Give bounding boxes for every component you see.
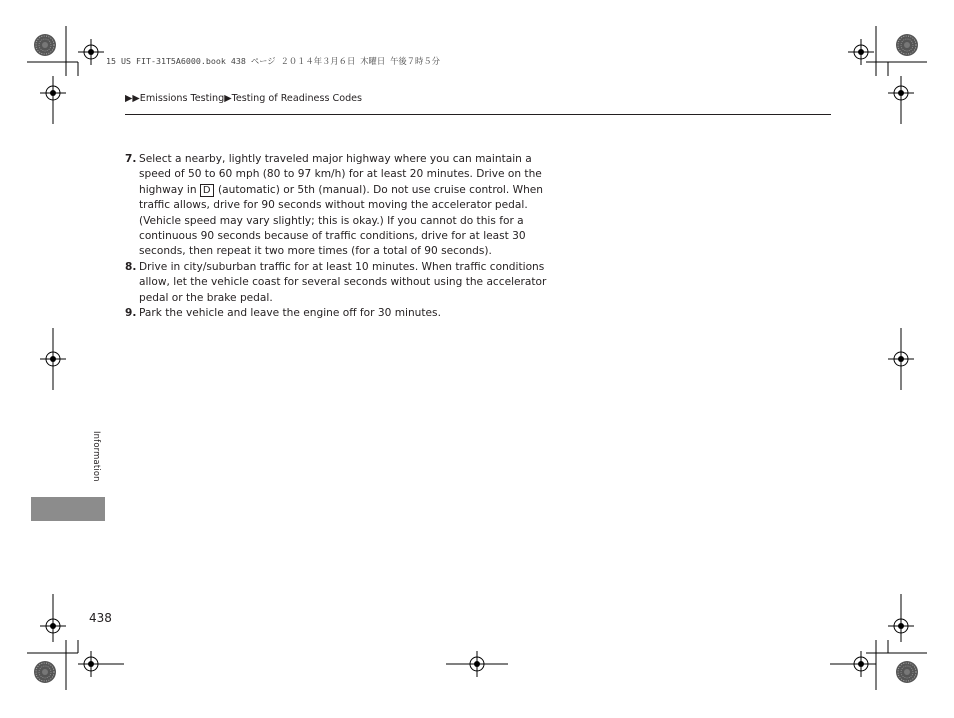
- step-number: 9.: [125, 307, 137, 320]
- breadcrumb-section: Emissions Testing: [139, 93, 225, 104]
- step-text: Park the vehicle and leave the engine off for 30 minutes.: [139, 307, 441, 320]
- crop-mark-top-right: [848, 26, 927, 124]
- step-8: [125, 260, 565, 306]
- crop-mark-bottom-left: [27, 594, 124, 690]
- crop-mark-top-left: [27, 26, 104, 124]
- step-number: 7.: [125, 153, 137, 165]
- step-number: 8.: [125, 260, 137, 273]
- breadcrumb-subsection: Testing of Readiness Codes: [231, 93, 363, 104]
- procedure-steps: [125, 152, 565, 321]
- breadcrumb-arrow: ▶▶: [125, 93, 140, 104]
- side-tab-text: Information: [92, 431, 102, 482]
- breadcrumb-arrow: ▶: [224, 93, 232, 104]
- step-7: [125, 152, 565, 260]
- step-text: [139, 152, 565, 260]
- section-tab: [31, 497, 105, 521]
- crop-mark-right-middle: [888, 328, 914, 390]
- step-9: [125, 306, 565, 321]
- crop-mark-left-middle: [40, 328, 66, 390]
- page-number: 438: [89, 611, 112, 625]
- breadcrumb: [125, 93, 362, 104]
- step-text: Drive in city/suburban traffic for at least 10 minutes. When traffic conditions allow, let the vehicle coast for several seconds without using the accelerator pedal or the brake pedal.: [139, 260, 547, 304]
- header-rule: [125, 114, 831, 115]
- step-text-part: (automatic) or 5th (manual). Do not use cruise control. When traffic allows, drive for 90 seconds without moving the accelerator pedal. (Vehicle speed may vary slightly; this is okay.) If you cannot do this for a continuous 90 seconds because of traffic conditions, drive for at least 30 seconds, then repeat it two more times (for a total of 90 seconds).: [139, 183, 544, 258]
- print-header: 15 US FIT-31T5A6000.book 438 ページ ２０１４年３月６日 木曜日 午後７時５分: [106, 56, 440, 66]
- crop-mark-bottom-right: [830, 594, 927, 690]
- side-tab-label: [86, 431, 106, 495]
- step-text-part: Select a nearby, lightly traveled major highway where you can maintain a speed of 50 to 60 mph (80 to 97 km/h) for at least 20 minutes. Drive on the highway in: [139, 153, 542, 196]
- gear-d-indicator: D: [200, 184, 214, 197]
- crop-mark-bottom-center: [446, 651, 508, 677]
